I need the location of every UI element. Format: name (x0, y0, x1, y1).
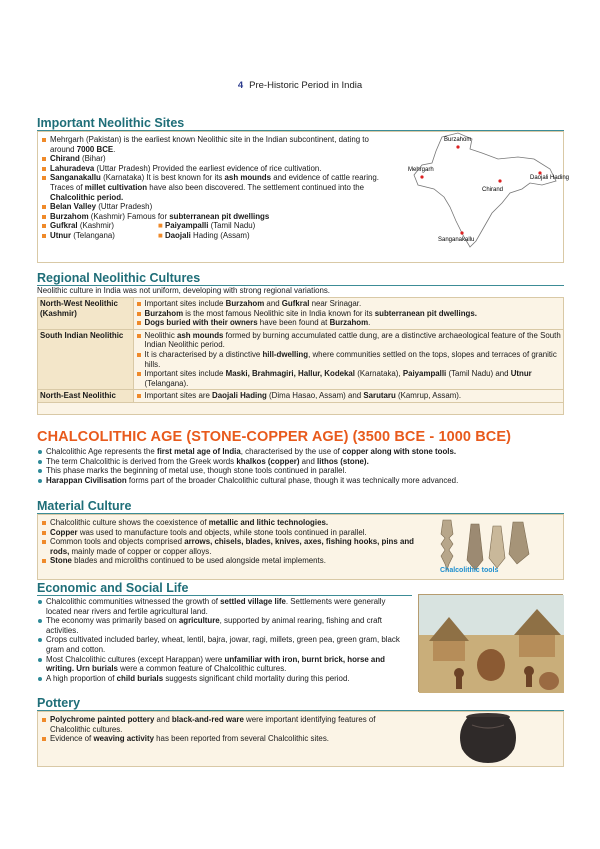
tool-spearhead (509, 522, 529, 564)
regional-table (38, 298, 563, 403)
list-item: Chalcolithic Age represents the first metal age of India, characterised by the use of copper along with stone tools. (37, 447, 564, 457)
list-item: This phase marks the beginning of metal use, though stone tools continued in parallel. (37, 466, 564, 476)
map-marker (498, 179, 501, 182)
list-item: Dogs buried with their owners have been found at Burzahom. (136, 318, 562, 328)
list-item: The term Chalcolithic is derived from the Greek words khalkos (copper) and lithos (stone). (37, 457, 564, 467)
tool-axe (467, 524, 483, 570)
list-item: Gufkral (Kashmir) ■ Paiyampalli (Tamil Nadu) (41, 221, 391, 231)
map-label: Daojali Hading (530, 175, 570, 181)
list-item: Polychrome painted pottery and black-and-red ware were important identifying features of Chalcolithic cultures. (41, 715, 401, 734)
india-map (408, 129, 570, 251)
table-row-points (133, 390, 563, 403)
list-item: Harappan Civilisation forms part of the broader Chalcolithic cultural phase, though it was technically more advanced. (37, 476, 564, 486)
map-label: Burzahom (444, 137, 472, 143)
regional-table-box (37, 297, 564, 415)
list-item: It is characterised by a distinctive hill-dwelling, where communities settled on the tops, slopes and terraces of granitic hills. (136, 350, 562, 369)
list-item: Chalcolithic culture shows the coexistence of metallic and lithic technologies. (41, 518, 421, 528)
list-item: Most Chalcolithic cultures (except Harappan) were unfamiliar with iron, burnt brick, horse and writing. Urn burials were a common feature of Chalcolithic cultures. (37, 655, 412, 674)
table-row-points (133, 298, 563, 329)
list-item: Neolithic ash mounds formed by burning accumulated cattle dung, are a distinctive archaeological feature of the South Indian Neolithic period. (136, 331, 562, 350)
economic-list (37, 597, 412, 683)
list-item: Chalcolithic communities witnessed the growth of settled village life. Settlements were generally located near rivers and fertile agricultural land. (37, 597, 412, 616)
list-item: Chirand (Bihar) (41, 154, 391, 164)
list-item: Burzahom (Kashmir) Famous for subterranean pit dwellings (41, 212, 391, 222)
tool-harpoon (441, 520, 453, 570)
chalco-list (37, 447, 564, 485)
heading-regional-cultures: Regional Neolithic Cultures (37, 271, 201, 285)
material-list (41, 518, 421, 566)
regional-intro: Neolithic culture in India was not uniform, developing with strong regional variations. (37, 286, 330, 295)
list-item: Important sites include Burzahom and Gufkral near Srinagar. (136, 299, 562, 309)
list-item: Copper was used to manufacture tools and objects, while stone tools continued in parallel. (41, 528, 421, 538)
tools-caption: Chalcolithic tools (440, 567, 499, 574)
list-item: The economy was primarily based on agriculture, supported by animal rearing, fishing and craft activities. (37, 616, 412, 635)
list-item: Crops cultivated included barley, wheat, lentil, bajra, jowar, ragi, millets, green pea, green gram, black gram and cotton. (37, 635, 412, 654)
list-item: Common tools and objects comprised arrows, chisels, blades, knives, axes, fishing hooks, pins and rods, mainly made of copper or copper alloys. (41, 537, 421, 556)
table-row (38, 329, 563, 390)
table-row-key: North-West Neolithic (Kashmir) (38, 298, 133, 329)
list-item: Stone blades and microliths continued to be used alongside metal implements. (41, 556, 421, 566)
map-marker (456, 145, 459, 148)
map-label: Chirand (482, 187, 504, 193)
list-item: Mehrgarh (Pakistan) is the earliest known Neolithic site in the Indian subcontinent, dating to around 7000 BCE. (41, 135, 391, 154)
pottery-image (446, 711, 530, 765)
tool-blade (489, 526, 505, 568)
table-row-key: South Indian Neolithic (38, 329, 133, 390)
divider (37, 595, 412, 596)
heading-pottery: Pottery (37, 696, 81, 710)
heading-material-culture: Material Culture (37, 499, 132, 513)
table-row-points (133, 329, 563, 390)
list-item: Important sites are Daojali Hading (Dima Hasao, Assam) and Sarutaru (Kamrup, Assam). (136, 391, 562, 401)
table-row (38, 298, 563, 329)
heading-chalcolithic: CHALCOLITHIC AGE (STONE-COPPER AGE) (3500 BCE - 1000 BCE) (37, 429, 512, 445)
page-header-title: Pre-Historic Period in India (249, 80, 363, 91)
heading-neolithic-sites: Important Neolithic Sites (37, 116, 185, 130)
list-item: Utnur (Telangana) ■ Daojali Hading (Assam) (41, 231, 391, 241)
page-header (0, 80, 600, 91)
map-marker (420, 175, 423, 178)
list-item: Evidence of weaving activity has been reported from several Chalcolithic sites. (41, 734, 401, 744)
list-item: Important sites include Maski, Brahmagiri, Hallur, Kodekal (Karnataka), Paiyampalli (Tamil Nadu) and Utnur (Telangana). (136, 369, 562, 388)
map-label: Sanganakallu (438, 237, 475, 243)
map-marker (460, 231, 463, 234)
village-life-image (418, 594, 563, 692)
list-item: Belan Valley (Uttar Pradesh) (41, 202, 391, 212)
pottery-list (41, 715, 401, 744)
table-row-key: North-East Neolithic (38, 390, 133, 403)
page-number: 4 (237, 80, 244, 91)
heading-economic-social: Economic and Social Life (37, 581, 189, 595)
table-row (38, 390, 563, 403)
sites-list (41, 135, 391, 241)
map-label: Mehrgarh (408, 167, 434, 173)
list-item: Burzahom is the most famous Neolithic site in India known for its subterranean pit dwellings. (136, 309, 562, 319)
list-item: Lahuradeva (Uttar Pradesh) Provided the earliest evidence of rice cultivation. (41, 164, 391, 174)
list-item: A high proportion of child burials suggests significant child mortality during this period. (37, 674, 412, 684)
list-item: Sanganakallu (Karnataka) It is best known for its ash mounds and evidence of cattle rearing. Traces of millet cultivation have also been discovered. The settlement continued into the Chalcolithic period. (41, 173, 391, 202)
